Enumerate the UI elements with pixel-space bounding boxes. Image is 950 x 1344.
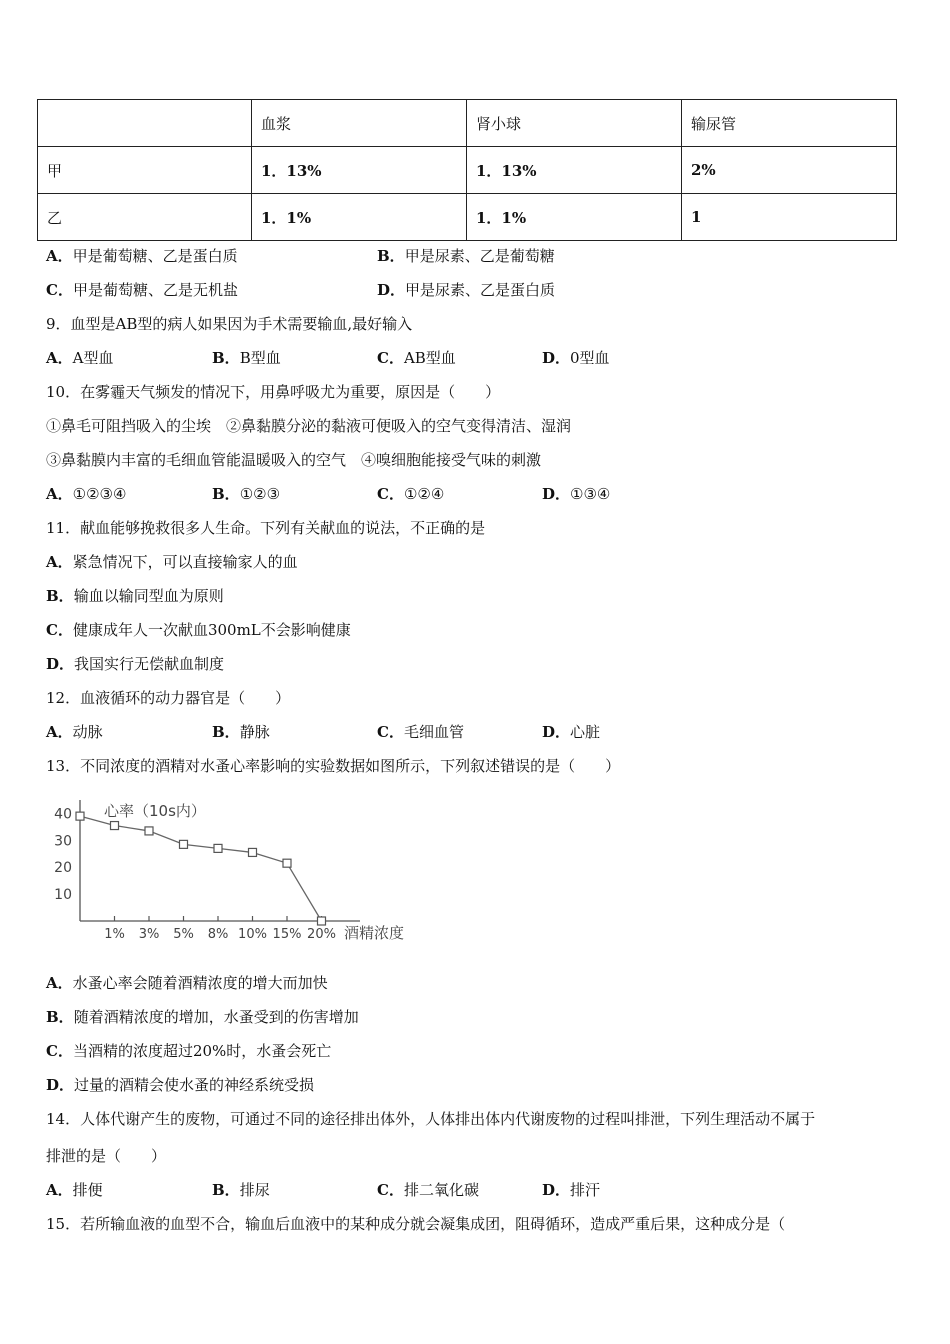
table-row bbox=[38, 194, 897, 241]
data-point-7 bbox=[318, 917, 326, 925]
y-tick-label: 30 bbox=[54, 833, 72, 850]
data-point-1 bbox=[111, 822, 119, 830]
q12-stem: 12．血液循环的动力器官是（ ） bbox=[46, 689, 291, 707]
table-header-cell: 输尿管 bbox=[682, 100, 897, 147]
q9-option-a: A．A型血 bbox=[46, 349, 114, 367]
q9-option-d: D．0型血 bbox=[542, 349, 610, 367]
q12-option-d: D．心脏 bbox=[542, 723, 601, 741]
data-table bbox=[37, 99, 897, 241]
table-cell: 1．1% bbox=[252, 194, 467, 241]
table-header-cell: 血浆 bbox=[252, 100, 467, 147]
q13-option-d: D．过量的酒精会使水蚤的神经系统受损 bbox=[46, 1076, 315, 1094]
q13-option-a: A．水蚤心率会随着酒精浓度的增大而加快 bbox=[46, 974, 328, 992]
q10-stem: 10．在雾霾天气频发的情况下，用鼻呼吸尤为重要，原因是（ ） bbox=[46, 383, 501, 401]
q12-option-c: C．毛细血管 bbox=[377, 723, 464, 741]
table-cell: 1．1% bbox=[467, 194, 682, 241]
data-point-6 bbox=[283, 859, 291, 867]
y-axis-label: 心率（10s内） bbox=[104, 802, 206, 820]
q14-option-c: C．排二氧化碳 bbox=[377, 1181, 479, 1199]
data-point-0 bbox=[76, 812, 84, 820]
q11-option-b: B．输血以输同型血为原则 bbox=[46, 587, 224, 605]
q10-option-b: B．①②③ bbox=[212, 485, 281, 503]
y-tick-label: 10 bbox=[54, 887, 72, 904]
table-cell: 1 bbox=[682, 194, 897, 241]
q9-option-b: B．B型血 bbox=[212, 349, 281, 367]
q14-option-d: D．排汗 bbox=[542, 1181, 601, 1199]
q14-option-a: A．排便 bbox=[46, 1181, 103, 1199]
data-point-3 bbox=[180, 840, 188, 848]
y-tick-label: 20 bbox=[54, 860, 72, 877]
x-tick-label: 3% bbox=[138, 927, 160, 942]
q11-option-d: D．我国实行无偿献血制度 bbox=[46, 655, 225, 673]
table-row-label: 甲 bbox=[38, 147, 252, 194]
y-tick-label: 40 bbox=[54, 806, 72, 823]
table-row-label: 乙 bbox=[38, 194, 252, 241]
x-tick-label: 1% bbox=[104, 927, 125, 942]
x-tick-label: 10% bbox=[238, 927, 267, 942]
table-cell: 1．13% bbox=[467, 147, 682, 194]
x-tick-label: 15% bbox=[272, 927, 302, 942]
table-cell: 2% bbox=[682, 147, 897, 194]
q14-option-b: B．排尿 bbox=[212, 1181, 270, 1199]
q10-statement-2: ③鼻黏膜内丰富的毛细血管能温暖吸入的空气 ④嗅细胞能接受气味的刺激 bbox=[46, 451, 542, 469]
q11-option-c: C．健康成年人一次献血300mL不会影响健康 bbox=[46, 621, 351, 639]
x-tick-label: 5% bbox=[173, 927, 194, 942]
q14-stem-line-2: 排泄的是（ ） bbox=[46, 1147, 167, 1165]
q13-option-c: C．当酒精的浓度超过20%时，水蚤会死亡 bbox=[46, 1042, 332, 1060]
q11-stem: 11．献血能够挽救很多人生命。下列有关献血的说法，不正确的是 bbox=[46, 519, 486, 537]
data-point-4 bbox=[214, 844, 222, 852]
q10-statement-1: ①鼻毛可阻挡吸入的尘埃 ②鼻黏膜分泌的黏液可便吸入的空气变得清洁、湿润 bbox=[46, 417, 572, 435]
q15-stem: 15．若所输血液的血型不合，输血后血液中的某种成分就会凝集成团，阻碍循环，造成严重后果，这种成分是（ bbox=[46, 1215, 786, 1233]
data-point-5 bbox=[249, 848, 257, 856]
q12-option-b: B．静脉 bbox=[212, 723, 270, 741]
series-line bbox=[80, 816, 322, 921]
q8-option-a: A．甲是葡萄糖、乙是蛋白质 bbox=[46, 247, 238, 265]
table-header-cell bbox=[38, 100, 252, 147]
q12-option-a: A．动脉 bbox=[46, 723, 103, 741]
heart-rate-chart bbox=[40, 790, 420, 950]
q8-option-d: D．甲是尿素、乙是蛋白质 bbox=[377, 281, 556, 299]
q8-option-b: B．甲是尿素、乙是葡萄糖 bbox=[377, 247, 555, 265]
table-header-cell: 肾小球 bbox=[467, 100, 682, 147]
x-axis-label: 酒精浓度 bbox=[344, 924, 405, 942]
q14-stem-line-1: 14．人体代谢产生的废物，可通过不同的途径排出体外，人体排出体内代谢废物的过程叫排泄，下列生理活动不属于 bbox=[46, 1110, 816, 1128]
table-header-row bbox=[38, 100, 897, 147]
x-tick-label: 8% bbox=[207, 927, 229, 942]
q13-stem: 13．不同浓度的酒精对水蚤心率影响的实验数据如图所示，下列叙述错误的是（ ） bbox=[46, 757, 621, 775]
q13-option-b: B．随着酒精浓度的增加，水蚤受到的伤害增加 bbox=[46, 1008, 359, 1026]
q9-option-c: C．AB型血 bbox=[377, 349, 456, 367]
data-point-2 bbox=[145, 827, 153, 835]
q9-stem: 9．血型是AB型的病人如果因为手术需要输血,最好输入 bbox=[46, 315, 413, 333]
q10-option-d: D．①③④ bbox=[542, 485, 611, 503]
q10-option-c: C．①②④ bbox=[377, 485, 445, 503]
q8-option-c: C．甲是葡萄糖、乙是无机盐 bbox=[46, 281, 238, 299]
q11-option-a: A．紧急情况下，可以直接输家人的血 bbox=[46, 553, 298, 571]
table-cell: 1．13% bbox=[252, 147, 467, 194]
table-row bbox=[38, 147, 897, 194]
x-tick-label: 20% bbox=[307, 927, 336, 942]
q10-option-a: A．①②③④ bbox=[46, 485, 127, 503]
